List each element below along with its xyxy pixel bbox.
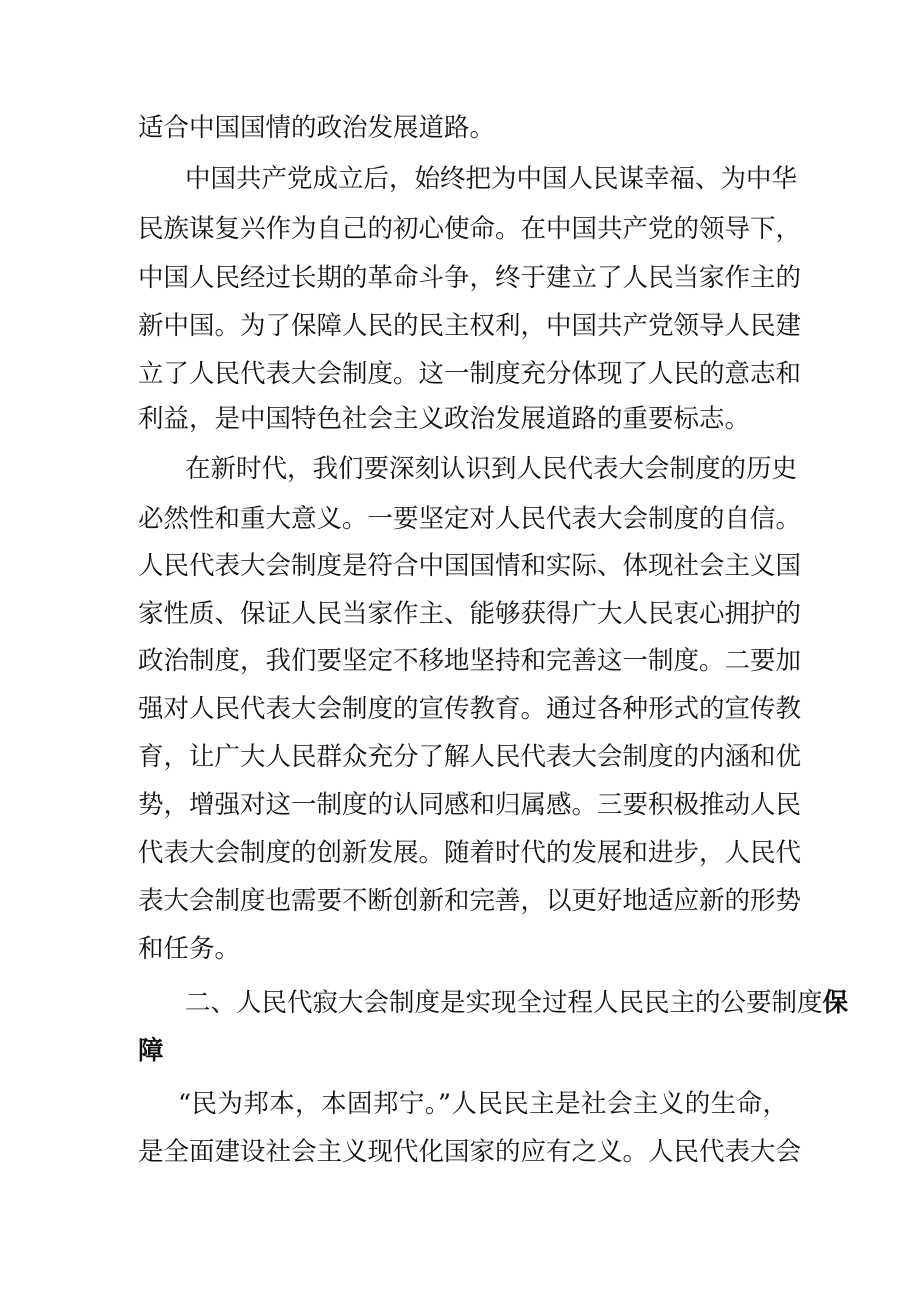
paragraph-line: 政治制度，我们要坚定不移地坚持和完善这一制度。二要加 [138, 646, 802, 676]
paragraph-line: 家性质、保证人民当家作主、能够获得广大人民衷心拥护的 [138, 599, 802, 629]
paragraph-line: 和任务。 [138, 934, 241, 964]
section-heading-text: 二、人民代寂大会制度是实现全过程人民民主的公要制度 [185, 989, 823, 1017]
paragraph-line: 表大会制度也需要不断创新和完善，以更好地适应新的形势 [138, 886, 802, 916]
paragraph-line: 新中国。为了保障人民的民主权利，中国共产党领导人民建 [138, 311, 802, 341]
paragraph-line: 是全面建设社会主义现代化国家的应有之义。人民代表大会 [138, 1137, 802, 1167]
paragraph-line: 立了人民代表大会制度。这一制度充分体现了人民的意志和 [138, 359, 802, 389]
paragraph-line: 适合中国国情的政治发展道路。 [138, 113, 496, 143]
paragraph-line: 势，增强对这一制度的认同感和归属感。三要积极推动人民 [138, 790, 802, 820]
paragraph-line: 人民代表大会制度是符合中国国情和实际、体现社会主义国 [138, 551, 802, 581]
paragraph-line: 在新时代，我们要深刻认识到人民代表大会制度的历史 [185, 454, 798, 484]
paragraph-line: 中国人民经过长期的革命斗争，终于建立了人民当家作主的 [138, 263, 802, 293]
section-heading-continuation: 障 [138, 1037, 164, 1065]
paragraph-line: 民族谋复兴作为自己的初心使命。在中国共产党的领导下， [138, 214, 802, 244]
paragraph-line: “民为邦本，本固邦宁。”人民民主是社会主义的生命， [178, 1089, 788, 1119]
paragraph-line: 必然性和重大意义。一要坚定对人民代表大会制度的自信。 [138, 504, 802, 534]
section-heading-bold-tail: 保 [822, 989, 849, 1017]
paragraph-line: 利益，是中国特色社会主义政治发展道路的重要标志。 [138, 404, 751, 434]
paragraph-line: 育，让广大人民群众充分了解人民代表大会制度的内涵和优 [138, 742, 802, 772]
paragraph-line: 强对人民代表大会制度的宣传教育。通过各种形式的宣传教 [138, 694, 802, 724]
section-heading [185, 983, 849, 1023]
paragraph-line: 中国共产党成立后，始终把为中国人民谋幸福、为中华 [185, 164, 798, 194]
paragraph-line: 代表大会制度的创新发展。随着时代的发展和进步，人民代 [138, 838, 802, 868]
